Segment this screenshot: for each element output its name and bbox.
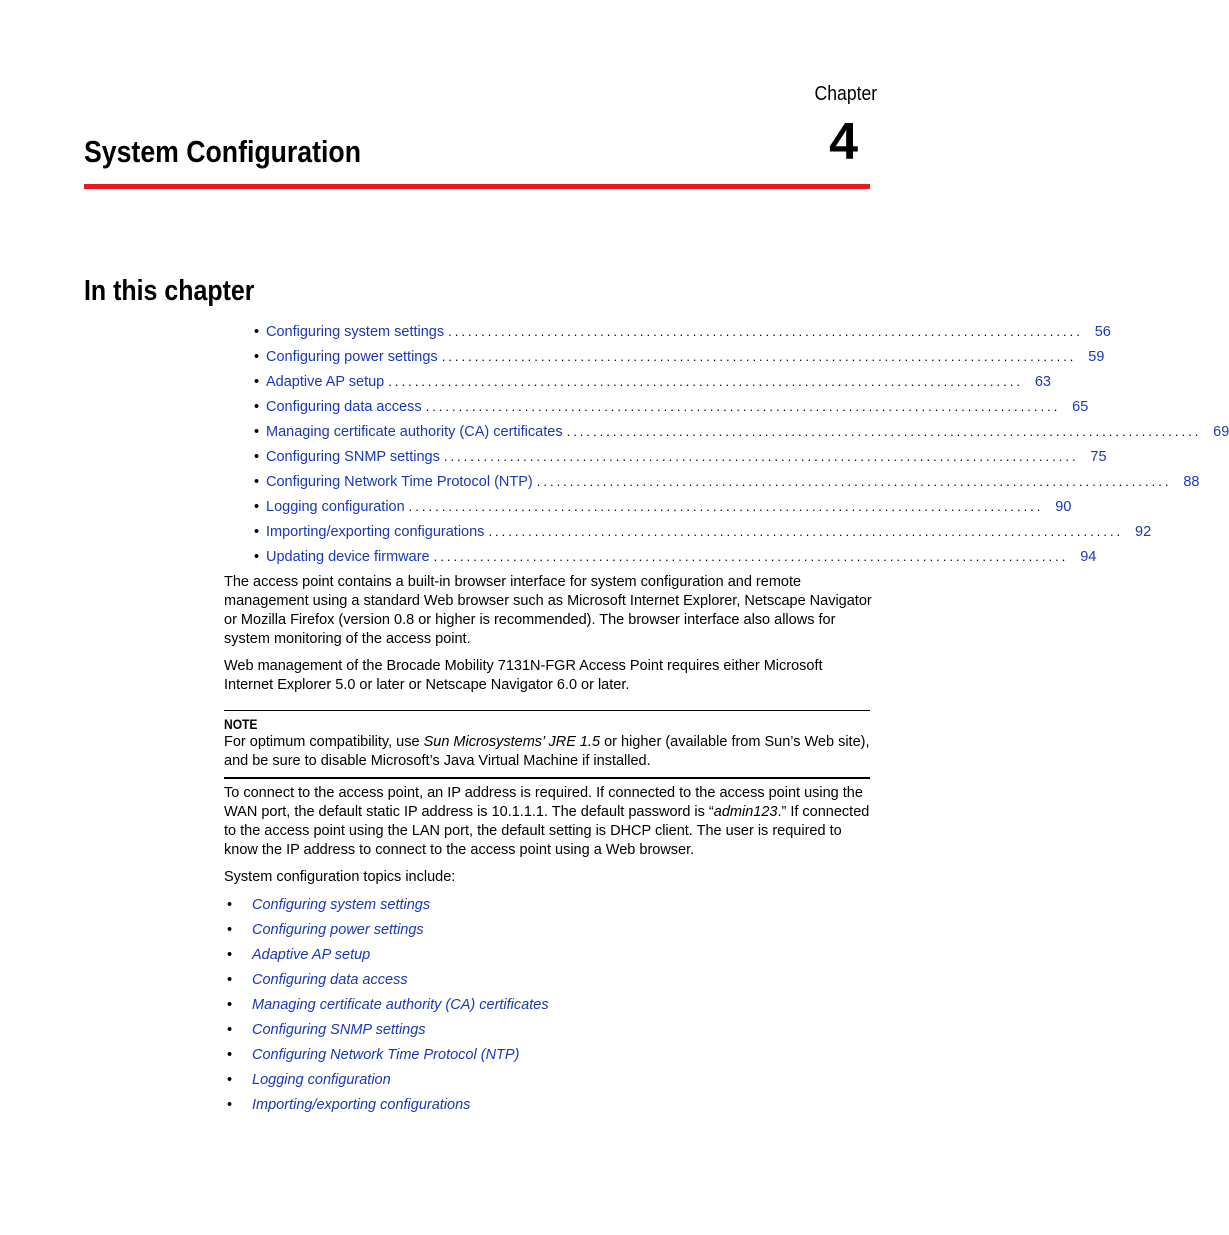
- toc-page-number[interactable]: 92: [1135, 524, 1152, 540]
- list-item: [224, 1068, 549, 1093]
- list-item: [224, 893, 549, 918]
- note-text-end: or higher (available from Sun’s Web site), and be sure to disable Microsoft’s Java Virtual Machine if installed.: [224, 734, 870, 769]
- leader-dots: ................................................................................................: [536, 474, 1172, 489]
- toc-item: [254, 321, 1111, 346]
- note-box: [224, 710, 870, 779]
- list-item: [224, 1093, 549, 1118]
- list-item: [224, 1043, 549, 1068]
- leader-dots: ................................................................................................: [566, 424, 1202, 439]
- bullet-icon: •: [227, 1047, 233, 1063]
- toc-link[interactable]: Configuring Network Time Protocol (NTP): [266, 474, 533, 490]
- toc-page-number[interactable]: 94: [1080, 549, 1097, 565]
- topic-link[interactable]: Logging configuration: [252, 1072, 391, 1088]
- bullet-icon: •: [254, 424, 260, 440]
- bullet-icon: •: [254, 499, 260, 515]
- toc-item: [254, 471, 1200, 496]
- toc-item: [254, 496, 1072, 521]
- bullet-icon: •: [227, 922, 233, 938]
- note-label: NOTE: [224, 716, 258, 732]
- list-item: [224, 943, 549, 968]
- list-item: [224, 968, 549, 993]
- bullet-icon: •: [254, 324, 260, 340]
- leader-dots: ................................................................................................: [388, 374, 1023, 389]
- leader-dots: ................................................................................................: [433, 549, 1069, 564]
- toc-page-number[interactable]: 69: [1213, 424, 1229, 440]
- topic-link[interactable]: Configuring SNMP settings: [252, 1022, 426, 1038]
- toc-item: [254, 421, 1229, 446]
- chapter-label: Chapter: [814, 83, 877, 105]
- list-item: [224, 918, 549, 943]
- section-heading: In this chapter: [84, 275, 255, 307]
- toc-page-number[interactable]: 63: [1034, 374, 1051, 390]
- toc-page-number[interactable]: 59: [1088, 349, 1105, 365]
- bullet-icon: •: [254, 399, 260, 415]
- bullet-icon: •: [254, 449, 260, 465]
- page-title: System Configuration: [84, 134, 362, 169]
- leader-dots: ................................................................................................: [443, 449, 1079, 464]
- connection-text-start: To connect to the access point, an IP address is required. If connected to the access point using the WAN port, the default static IP address is 10.1.1.1. The default password is “: [224, 785, 863, 820]
- toc-page-number[interactable]: 90: [1055, 499, 1072, 515]
- toc-page-number[interactable]: 75: [1090, 449, 1107, 465]
- leader-dots: ................................................................................................: [425, 399, 1061, 414]
- topic-link[interactable]: Configuring power settings: [252, 922, 424, 938]
- bullet-icon: •: [227, 947, 233, 963]
- leader-dots: ................................................................................................: [441, 349, 1077, 364]
- bullet-icon: •: [254, 474, 260, 490]
- bullet-icon: •: [227, 897, 233, 913]
- bullet-icon: •: [227, 1022, 233, 1038]
- bullet-icon: •: [227, 1072, 233, 1088]
- toc-link[interactable]: Importing/exporting configurations: [266, 524, 485, 540]
- bullet-icon: •: [254, 524, 260, 540]
- toc-link[interactable]: Managing certificate authority (CA) certificates: [266, 424, 563, 440]
- toc-item: [254, 446, 1107, 471]
- toc-item: [254, 546, 1097, 571]
- bullet-icon: •: [227, 972, 233, 988]
- bullet-icon: •: [254, 374, 260, 390]
- toc-link[interactable]: Configuring data access: [266, 399, 422, 415]
- topic-link[interactable]: Importing/exporting configurations: [252, 1097, 471, 1113]
- toc-item: [254, 346, 1105, 371]
- topic-link[interactable]: Configuring Network Time Protocol (NTP): [252, 1047, 520, 1063]
- topic-link[interactable]: Managing certificate authority (CA) certificates: [252, 997, 549, 1013]
- leader-dots: ................................................................................................: [448, 324, 1083, 339]
- bullet-icon: •: [227, 997, 233, 1013]
- toc-link[interactable]: Configuring SNMP settings: [266, 449, 440, 465]
- topics-intro: System configuration topics include:: [224, 869, 456, 885]
- connection-text-end: .” If connected to the access point using the LAN port, the default setting is DHCP client. The user is required to know the IP address to connect to the access point using a Web browser.: [224, 804, 870, 858]
- toc-link[interactable]: Updating device firmware: [266, 549, 430, 565]
- bullet-icon: •: [254, 349, 260, 365]
- list-item: [224, 993, 549, 1018]
- toc-item: [254, 371, 1051, 396]
- browser-requirements-paragraph: Web management of the Brocade Mobility 7131N-FGR Access Point requires either Microsoft Internet Explorer 5.0 or later or Netscape Navigator 6.0 or later.: [224, 658, 823, 693]
- topic-link[interactable]: Adaptive AP setup: [252, 947, 371, 963]
- connection-paragraph: [224, 784, 874, 860]
- list-item: [224, 1018, 549, 1043]
- intro-paragraph: The access point contains a built-in browser interface for system configuration and remote management using a standard Web browser such as Microsoft Internet Explorer, Netscape Navigator or Mozilla Firefox (version 0.8 or higher is recommended). The browser interface also allows for system monitoring of the access point.: [224, 574, 872, 647]
- note-text: [224, 733, 870, 771]
- topic-link[interactable]: Configuring system settings: [252, 897, 431, 913]
- note-text-start: For optimum compatibility, use: [224, 734, 424, 750]
- bullet-icon: •: [227, 1097, 233, 1113]
- toc-page-number[interactable]: 56: [1094, 324, 1111, 340]
- table-of-contents: [254, 321, 1229, 571]
- toc-link[interactable]: Adaptive AP setup: [266, 374, 385, 390]
- leader-dots: ................................................................................................: [488, 524, 1124, 539]
- topic-link[interactable]: Configuring data access: [252, 972, 408, 988]
- default-password: admin123: [713, 804, 778, 820]
- toc-item: [254, 521, 1152, 546]
- toc-page-number[interactable]: 88: [1183, 474, 1200, 490]
- title-divider: [84, 184, 870, 189]
- note-text-emphasis: Sun Microsystems’ JRE 1.5: [423, 734, 601, 750]
- topics-list: [224, 893, 549, 1118]
- toc-page-number[interactable]: 65: [1072, 399, 1089, 415]
- leader-dots: ................................................................................................: [408, 499, 1044, 514]
- toc-item: [254, 396, 1089, 421]
- toc-link[interactable]: Logging configuration: [266, 499, 405, 515]
- bullet-icon: •: [254, 549, 260, 565]
- toc-link[interactable]: Configuring power settings: [266, 349, 438, 365]
- toc-link[interactable]: Configuring system settings: [266, 324, 445, 340]
- chapter-number: 4: [829, 113, 858, 171]
